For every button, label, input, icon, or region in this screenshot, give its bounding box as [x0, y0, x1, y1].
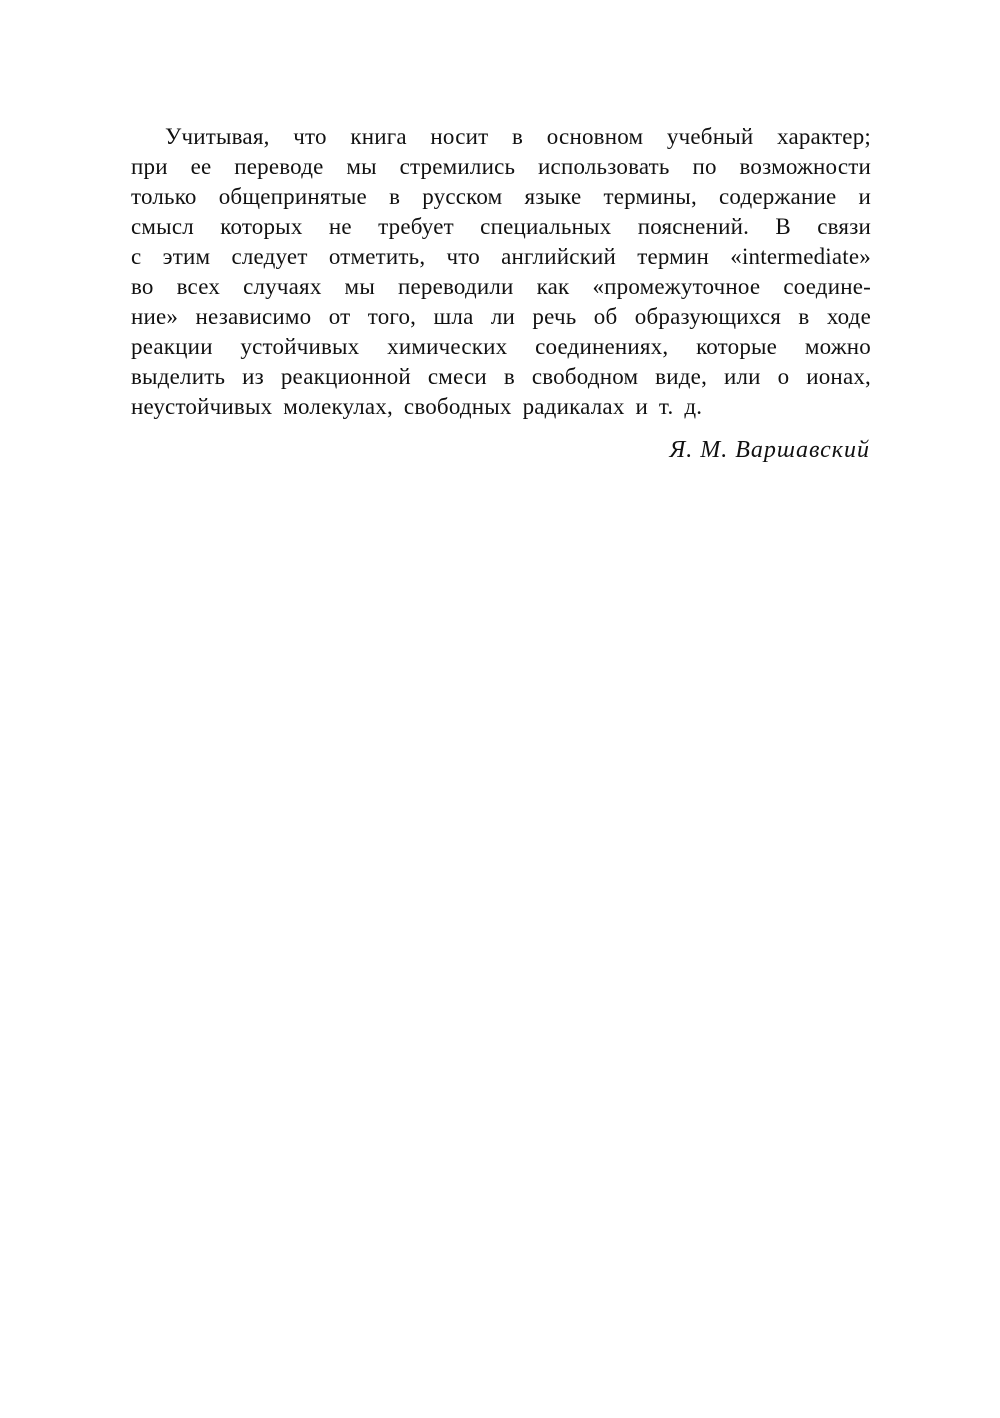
paragraph-line: при ее переводе мы стремились использовать по возможности	[131, 154, 871, 179]
paragraph-line: смысл которых не требует специальных пояснений. В связи	[131, 214, 871, 239]
paragraph-line: ние» независимо от того, шла ли речь об образующихся в ходе	[131, 304, 871, 329]
paragraph-line: неустойчивых молекулах, свободных радикалах и т. д.	[131, 394, 703, 419]
paragraph-line: выделить из реакционной смеси в свободном виде, или о ионах,	[131, 364, 871, 389]
paragraph-line: с этим следует отметить, что английский термин «intermediate»	[131, 244, 871, 269]
author-signature: Я. М. Варшавский	[669, 437, 870, 463]
paragraph-line: только общепринятые в русском языке термины, содержание и	[131, 184, 871, 209]
paragraph-line: реакции устойчивых химических соединениях, которые можно	[131, 334, 871, 359]
paragraph-line: во всех случаях мы переводили как «промежуточное соедине-	[131, 274, 871, 299]
translator-note-paragraph	[131, 122, 871, 422]
paragraph-line: Учитывая, что книга носит в основном учебный характер;	[165, 124, 871, 149]
